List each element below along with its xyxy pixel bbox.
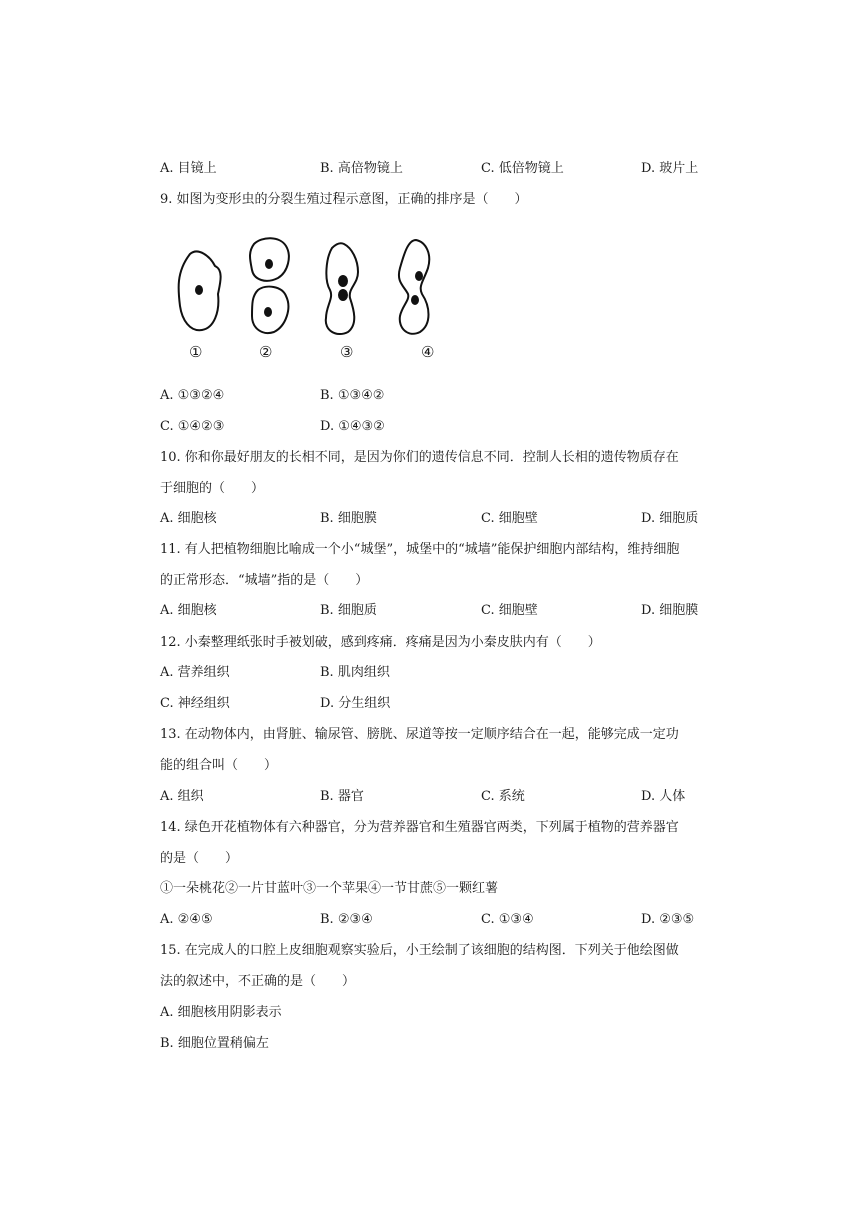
cell-2-bottom-nucleus	[264, 307, 272, 317]
q10-stem-line1: 10. 你和你最好朋友的长相不同，是因为你们的遗传信息不同．控制人长相的遗传物质存在	[160, 450, 679, 465]
q11-option-b: B. 细胞质	[320, 603, 377, 618]
amoeba-division-figure	[168, 232, 458, 372]
q14-stem-line2: 的是（ ）	[160, 851, 239, 866]
figure-label-3: ③	[340, 343, 354, 361]
q11-option-a: A. 细胞核	[160, 603, 217, 618]
q10-stem-line2: 于细胞的（ ）	[160, 481, 265, 496]
cell-3-nucleus-bottom	[338, 289, 348, 301]
q12-option-a: A. 营养组织	[160, 665, 230, 680]
q10-option-d: D. 细胞质	[641, 511, 699, 526]
q10-option-b: B. 细胞膜	[320, 511, 377, 526]
cell-4-nucleus-top	[415, 271, 423, 281]
q8-option-c: C. 低倍物镜上	[481, 161, 564, 176]
q12-option-b: B. 肌肉组织	[320, 665, 390, 680]
q11-stem-line2: 的正常形态．“城墙”指的是（ ）	[160, 573, 369, 588]
q14-option-a: A. ②④⑤	[160, 912, 213, 927]
q11-option-c: C. 细胞壁	[481, 603, 538, 618]
q8-option-a: A. 目镜上	[160, 161, 217, 176]
q9-option-d: D. ①④③②	[320, 419, 385, 434]
q10-option-a: A. 细胞核	[160, 511, 217, 526]
q15-option-b: B. 细胞位置稍偏左	[160, 1036, 269, 1051]
q8-option-b: B. 高倍物镜上	[320, 161, 403, 176]
q13-option-c: C. 系统	[481, 789, 525, 804]
figure-label-1: ①	[189, 343, 203, 361]
q14-items: ①一朵桃花②一片甘蓝叶③一个苹果④一节甘蔗⑤一颗红薯	[160, 881, 499, 896]
q12-stem: 12. 小秦整理纸张时手被划破，感到疼痛．疼痛是因为小秦皮肤内有（ ）	[160, 635, 601, 650]
q12-option-d: D. 分生组织	[320, 696, 391, 711]
cell-2-top-nucleus	[265, 259, 273, 269]
q10-option-c: C. 细胞壁	[481, 511, 538, 526]
q13-stem-line1: 13. 在动物体内，由肾脏、输尿管、膀胱、尿道等按一定顺序结合在一起，能够完成一定功	[160, 727, 679, 742]
q9-option-c: C. ①④②③	[160, 419, 225, 434]
q12-option-c: C. 神经组织	[160, 696, 230, 711]
q15-option-a: A. 细胞核用阴影表示	[160, 1005, 282, 1020]
amoeba-division-diagram	[168, 232, 458, 342]
q9-option-a: A. ①③②④	[160, 388, 225, 403]
q11-stem-line1: 11. 有人把植物细胞比喻成一个小“城堡”，城堡中的“城墙”能保护细胞内部结构，维持细胞	[160, 542, 680, 557]
q14-stem-line1: 14. 绿色开花植物体有六种器官，分为营养器官和生殖器官两类，下列属于植物的营养器官	[160, 820, 679, 835]
q8-option-d: D. 玻片上	[641, 161, 699, 176]
figure-label-4: ④	[421, 343, 435, 361]
amoeba-cell-4	[399, 240, 429, 334]
q9-option-b: B. ①③④②	[320, 388, 385, 403]
cell-4-nucleus-bottom	[411, 295, 419, 305]
q15-stem-line2: 法的叙述中，不正确的是（ ）	[160, 974, 356, 989]
q13-option-a: A. 组织	[160, 789, 204, 804]
amoeba-cell-3	[326, 243, 358, 334]
q15-stem-line1: 15. 在完成人的口腔上皮细胞观察实验后，小王绘制了该细胞的结构图．下列关于他绘图做	[160, 943, 679, 958]
q13-stem-line2: 能的组合叫（ ）	[160, 758, 278, 773]
q9-stem: 9. 如图为变形虫的分裂生殖过程示意图，正确的排序是（ ）	[160, 192, 528, 207]
q13-option-b: B. 器官	[320, 789, 364, 804]
figure-label-2: ②	[259, 343, 273, 361]
q14-option-d: D. ②③⑤	[641, 912, 695, 927]
cell-3-nucleus-top	[338, 275, 348, 287]
q13-option-d: D. 人体	[641, 789, 686, 804]
cell-1-nucleus	[195, 285, 203, 295]
q14-option-c: C. ①③④	[481, 912, 534, 927]
q11-option-d: D. 细胞膜	[641, 603, 699, 618]
q14-option-b: B. ②③④	[320, 912, 373, 927]
